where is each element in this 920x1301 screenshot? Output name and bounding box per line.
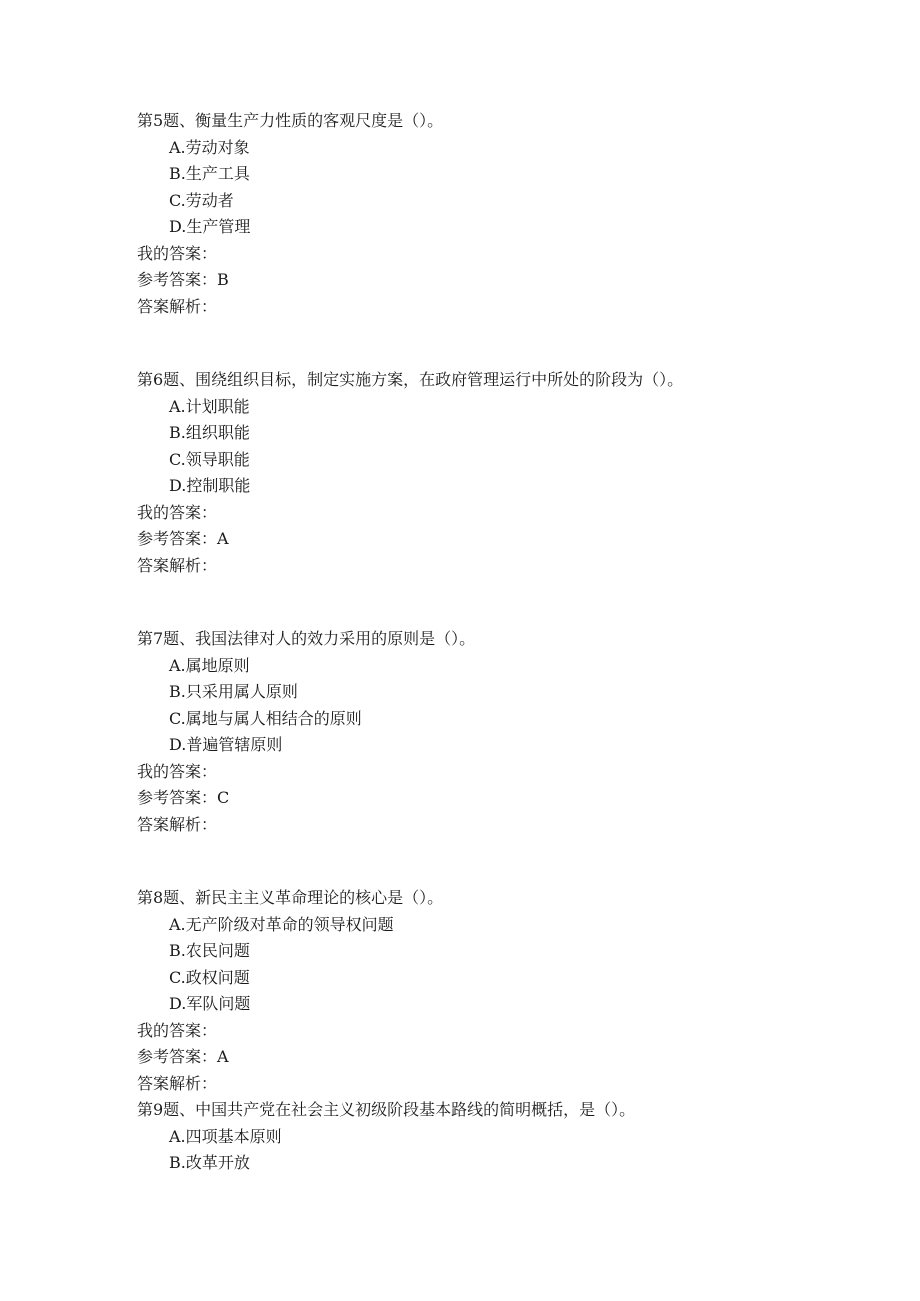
question-7 xyxy=(137,626,877,838)
my-answer-label: 我的答案： xyxy=(137,1020,218,1040)
option-a: A.四项基本原则 xyxy=(169,1126,282,1146)
option-c: C.政权问题 xyxy=(169,967,250,987)
option-d: D.控制职能 xyxy=(169,476,251,495)
option-b: B.农民问题 xyxy=(169,941,250,960)
question-title: 第8题、新民主主义革命理论的核心是（）。 xyxy=(137,888,444,907)
option-b: B.生产工具 xyxy=(169,164,250,183)
option-a: A.劳动对象 xyxy=(169,137,250,157)
option-d: D.军队问题 xyxy=(169,994,251,1013)
my-answer-label: 我的答案： xyxy=(137,502,218,522)
my-answer-label: 我的答案： xyxy=(137,761,218,781)
option-a: A.无产阶级对革命的领导权问题 xyxy=(169,914,394,934)
question-title: 第6题、围绕组织目标，制定实施方案，在政府管理运行中所处的阶段为（）。 xyxy=(137,370,684,389)
option-list xyxy=(137,394,877,500)
answer-analysis-label: 答案解析： xyxy=(137,814,218,834)
reference-answer: 参考答案：A xyxy=(137,1047,229,1066)
option-d: D.生产管理 xyxy=(169,217,251,236)
option-c: C.领导职能 xyxy=(169,449,250,469)
my-answer-label: 我的答案： xyxy=(137,243,218,263)
answer-analysis-label: 答案解析： xyxy=(137,296,218,316)
question-title: 第7题、我国法律对人的效力采用的原则是（）。 xyxy=(137,629,476,648)
reference-answer: 参考答案：A xyxy=(137,529,229,548)
answer-analysis-label: 答案解析： xyxy=(137,555,218,575)
option-b: B.改革开放 xyxy=(169,1153,250,1172)
option-a: A.属地原则 xyxy=(169,655,250,675)
question-9 xyxy=(137,1097,877,1177)
answer-analysis-label: 答案解析： xyxy=(137,1073,218,1093)
option-list xyxy=(137,912,877,1018)
question-5 xyxy=(137,108,877,320)
option-c: C.属地与属人相结合的原则 xyxy=(169,708,362,728)
question-8 xyxy=(137,885,877,1097)
option-list xyxy=(137,1124,877,1177)
reference-answer: 参考答案：C xyxy=(137,788,230,807)
question-title: 第5题、衡量生产力性质的客观尺度是（）。 xyxy=(137,111,444,130)
question-6 xyxy=(137,367,877,579)
option-list xyxy=(137,653,877,759)
reference-answer: 参考答案：B xyxy=(137,270,229,289)
option-list xyxy=(137,135,877,241)
option-c: C.劳动者 xyxy=(169,190,234,210)
option-b: B.只采用属人原则 xyxy=(169,682,298,701)
option-a: A.计划职能 xyxy=(169,396,250,416)
option-d: D.普遍管辖原则 xyxy=(169,735,283,754)
option-b: B.组织职能 xyxy=(169,423,250,442)
question-title: 第9题、中国共产党在社会主义初级阶段基本路线的简明概括，是（）。 xyxy=(137,1100,636,1119)
